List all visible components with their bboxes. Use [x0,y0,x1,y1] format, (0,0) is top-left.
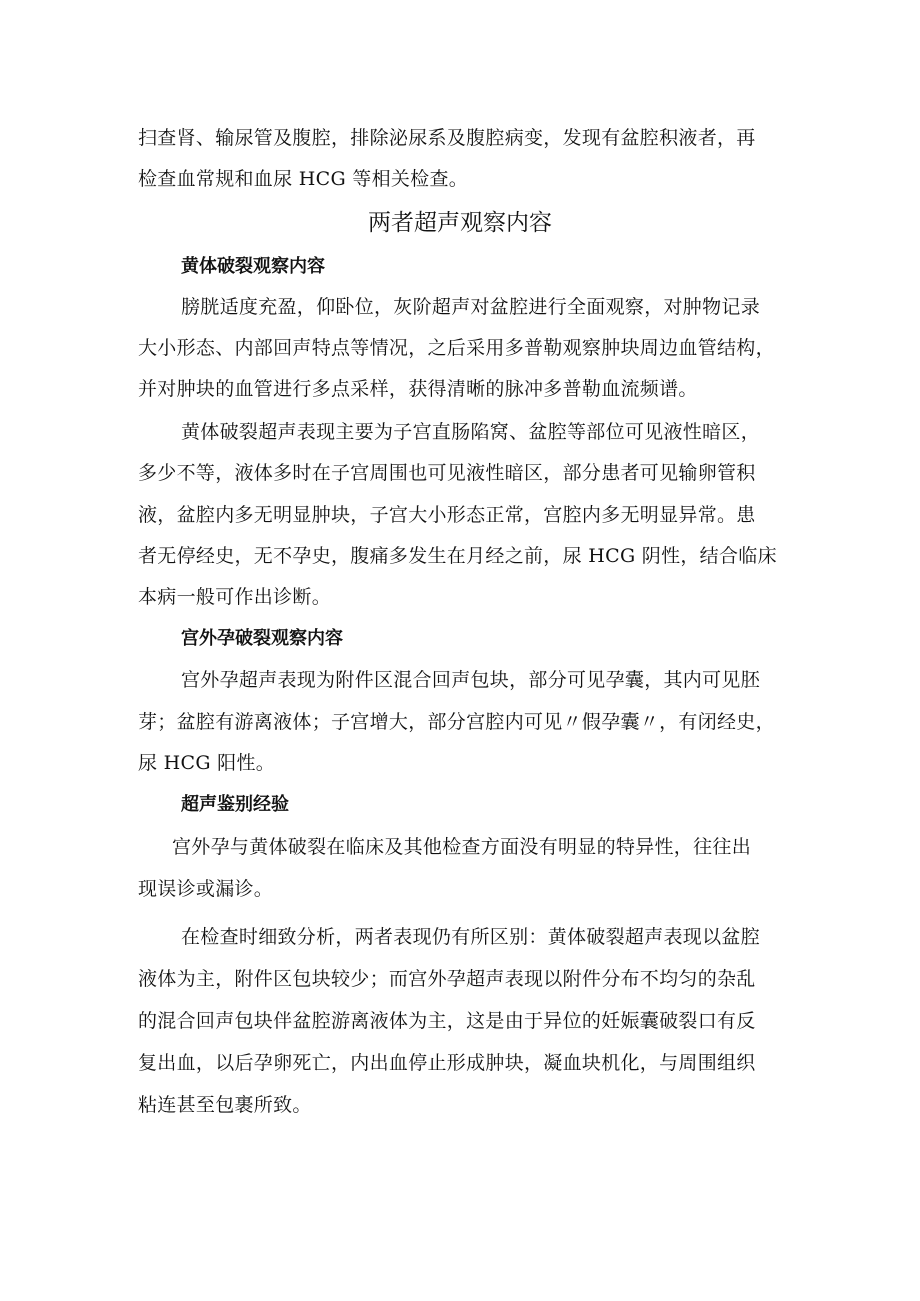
paragraph-line: 宫外孕与黄体破裂在临床及其他检查方面没有明显的特异性，往往出 [172,836,752,858]
paragraph-line: 宫外孕超声表现为附件区混合回声包块，部分可见孕囊，其内可见胚 [181,669,761,691]
paragraph-line: 大小形态、内部回声特点等情况，之后采用多普勒观察肿块周边血管结构， [138,337,775,359]
paragraph-line: 本病一般可作出诊断。 [138,586,332,608]
paragraph-line: 粘连甚至包裹所致。 [138,1094,312,1116]
paragraph-line: 膀胱适度充盈，仰卧位，灰阶超声对盆腔进行全面观察，对肿物记录 [181,296,761,318]
paragraph-line: 液，盆腔内多无明显肿块，子宫大小形态正常，宫腔内多无明显异常。患 [138,504,756,526]
paragraph-line: 尿 HCG 阳性。 [138,752,276,774]
heading-differential-experience: 超声鉴别经验 [181,794,289,815]
intro-line-1: 扫查肾、输尿管及腹腔，排除泌尿系及腹腔病变，发现有盆腔积液者，再 [138,127,756,149]
paragraph-line: 复出血，以后孕卵死亡，内出血停止形成肿块，凝血块机化，与周围组织 [138,1052,756,1074]
paragraph-line: 的混合回声包块伴盆腔游离液体为主，这是由于异位的妊娠囊破裂口有反 [138,1010,756,1032]
heading-corpus-luteum: 黄体破裂观察内容 [181,256,325,277]
intro-line-2: 检查血常规和血尿 HCG 等相关检查。 [138,168,469,190]
section-title: 两者超声观察内容 [368,210,552,236]
paragraph-line: 液体为主，附件区包块较少；而宫外孕超声表现以附件分布不均匀的杂乱 [138,968,756,990]
paragraph-line: 并对肿块的血管进行多点采样，获得清晰的脉冲多普勒血流频谱。 [138,378,698,400]
paragraph-line: 黄体破裂超声表现主要为子宫直肠陷窝、盆腔等部位可见液性暗区， [181,421,761,443]
paragraph-line: 在检查时细致分析，两者表现仍有所区别：黄体破裂超声表现以盆腔 [181,926,761,948]
paragraph-line: 芽；盆腔有游离液体；子宫增大，部分宫腔内可见〃假孕囊〃，有闭经史， [138,711,775,733]
heading-ectopic-pregnancy: 宫外孕破裂观察内容 [181,628,343,649]
paragraph-line: 多少不等，液体多时在子宫周围也可见液性暗区，部分患者可见输卵管积 [138,462,756,484]
paragraph-line: 现误诊或漏诊。 [138,878,274,900]
paragraph-line: 者无停经史，无不孕史，腹痛多发生在月经之前，尿 HCG 阴性，结合临床 [138,545,777,567]
